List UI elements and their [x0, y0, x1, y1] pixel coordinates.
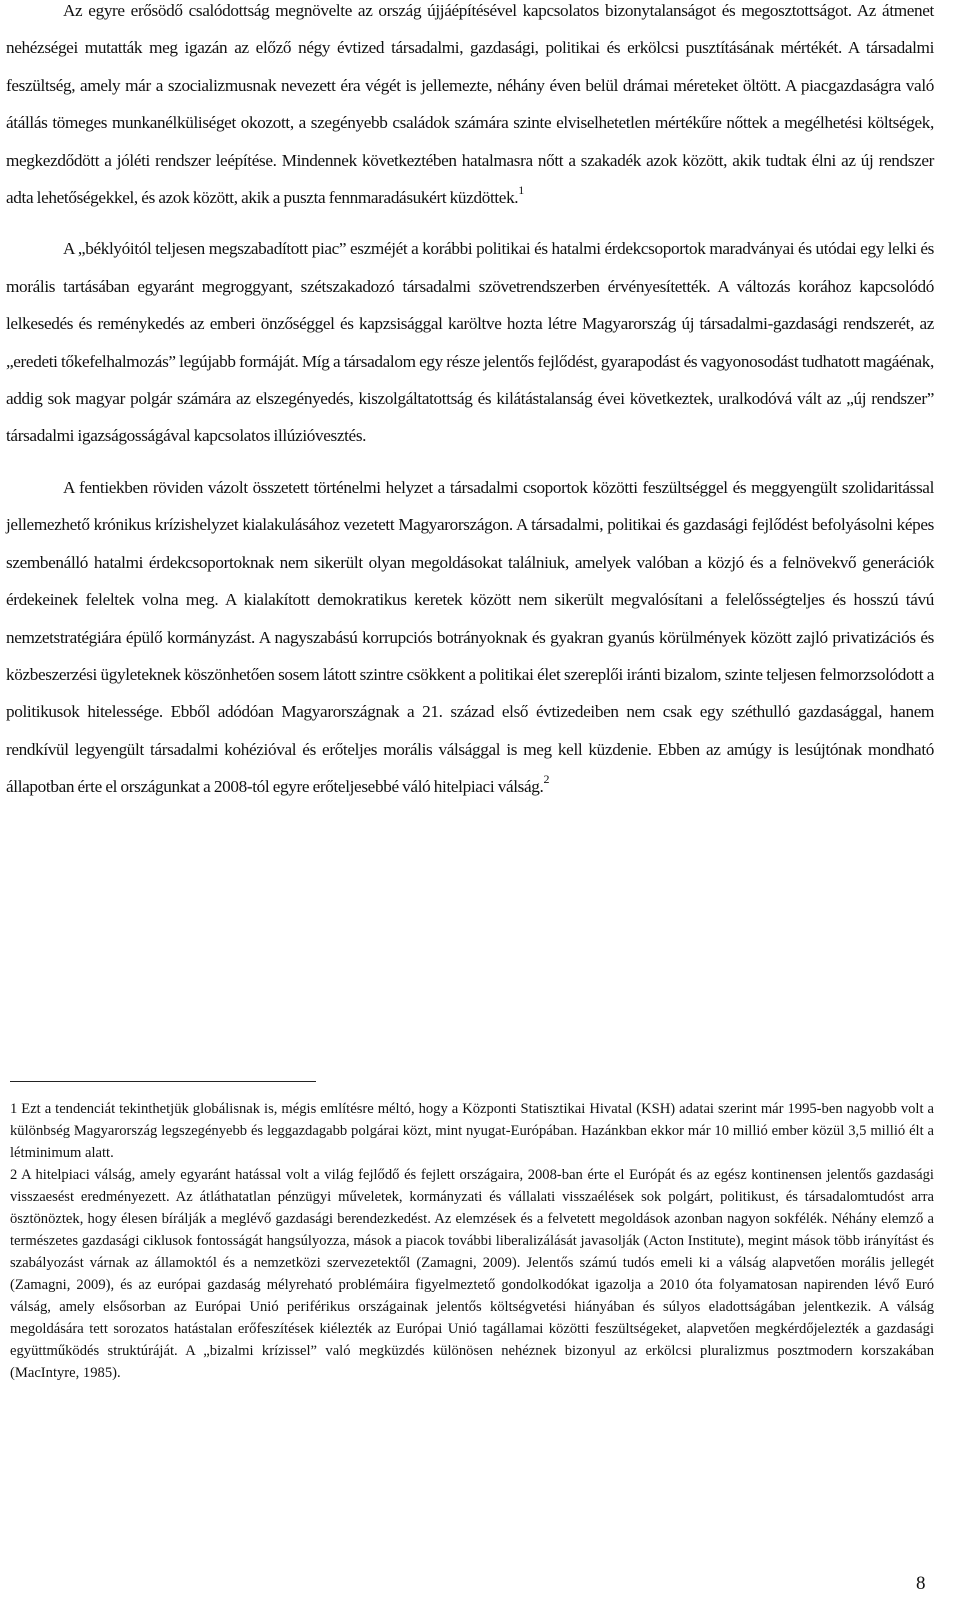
- paragraph-3: [6, 469, 934, 806]
- footnotes: [10, 1098, 934, 1384]
- paragraph-3-text: A fentiekben röviden vázolt összetett történelmi helyzet a társadalmi csoportok közötti feszültséggel és meggyengült szolidaritással jellemezhető krónikus krízishelyzet kialakulásához vezetett Magyarországon. A társadalmi, politikai és gazdasági fejlődést befolyásolni képes szembenálló hatalmi érdekcsoportoknak nem sikerült olyan megoldásokat találniuk, amelyek valóban a közjó és a felnövekvő generációk érdekeinek feleltek volna meg. A kialakított demokratikus keretek között nem sikerült megvalósítani a felelősségteljes és hosszú távú nemzetstratégiára épülő kormányzást. A nagyszabású korrupciós botrányoknak és gyakran gyanús körülmények között zajló privatizációs és közbeszerzési ügyleteknek köszönhetően sosem látott szintre csökkent a politikai élet szereplői iránti bizalom, szinte teljesen felmorzsolódott a politikusok hitelessége. Ebből adódóan Magyarországnak a 21. század első évtizedeiben nem csak egy széthulló gazdasággal, hanem rendkívül legyengült társadalmi kohézióval és erőteljes morális válsággal is meg kell küzdenie. Ebben az amúgy is lesújtónak mondható állapotban érte el országunkat a 2008-tól egyre erőteljesebbé váló hitelpiaci válság.: [6, 477, 934, 797]
- footnote-1: 1 Ezt a tendenciát tekinthetjük globálisnak is, mégis említésre méltó, hogy a Központi Statisztikai Hivatal (KSH) adatai szerint már 1995-ben nagyobb volt a különbség Magyarország legszegényebb és leggazdagabb polgárai közt, mint nyugat-Európában. Hazánkban ekkor már 10 millió ember közül 3,5 millió élt a létminimum alatt.: [10, 1101, 934, 1161]
- footnote-separator: [10, 1081, 316, 1082]
- paragraph-1-text: Az egyre erősödő csalódottság megnövelte az ország újjáépítésével kapcsolatos bizonytalanságot és megosztottságot. Az átmenet nehézségei mutatták meg igazán az előző négy évtized társadalmi, gazdasági, politikai és erkölcsi pusztításának mértékét. A társadalmi feszültség, amely már a szocializmusnak nevezett éra végét is jellemezte, néhány éven belül drámai méreteket öltött. A piacgazdaságra való átállás tömeges munkanélküliséget okozott, a szegényebb családok számára szinte elviselhetetlen mértékűre nőttek a megélhetési költségek, megkezdődött a jóléti rendszer leépítése. Mindennek következtében hatalmasra nőtt a szakadék azok között, akik tudtak élni az új rendszer adta lehetőségekkel, és azok között, akik a puszta fennmaradásukért küzdöttek.: [6, 1, 934, 208]
- footnote-ref-1[interactable]: 1: [518, 183, 525, 198]
- paragraph-2-text: A „béklyóitól teljesen megszabadított piac” eszméjét a korábbi politikai és hatalmi érdekcsoportok maradványai és utódai egy lelki és morális tartásában egyaránt megroggyant, szétszakadozó társadalmi szövetrendszerben érvényesítették. A változás korához kapcsolódó lelkesedés és reménykedés az emberi önzőséggel és kapzsisággal karöltve hozta létre Magyarország új társadalmi-gazdasági rendszerét, az „eredeti tőkefelhalmozás” legújabb formáját. Míg a társadalom egy része jelentős fejlődést, gyarapodást és vagyonosodást tudhatott magáénak, addig sok magyar polgár számára az elszegényedés, kiszolgáltatottság és kilátástalanság évei következtek, uralkodóvá vált az „új rendszer” társadalmi igazságosságával kapcsolatos illúzióvesztés.: [6, 239, 934, 446]
- footnote-ref-2[interactable]: 2: [543, 772, 550, 787]
- footnote-2: 2 A hitelpiaci válság, amely egyaránt hatással volt a világ fejlődő és fejlett országaira, 2008-ban érte el Európát és az egész kontinensen jelentős gazdasági visszaesést eredményezett. Az átláthatatlan pénzügyi műveletek, kormányzati és vállalati visszaélések sok polgárt, politikust, és társadalomtudóst arra ösztönöztek, hogy élesen bírálják a meglévő gazdasági berendezkedést. Az elemzések és a felvetett megoldások azonban nagyon sokfélék. Néhány elemző a természetes gazdasági ciklusok fontosságát hangsúlyozza, mások a piacok további liberalizálását javasolják (Acton Institute), megint mások több irányítást és szabályozást várnak az államoktól és a nemzetközi szervezetektől (Zamagni, 2009). Jelentős számú tudós emeli ki a válság alapvetően morális jellegét (Zamagni, 2009), és az európai gazdaság mélyreható problémáira figyelmeztető gondolkodókat igazolja a 2010 óta folyamatosan napirenden lévő Euró válság, amely elsősorban az Európai Unió periférikus országainak jelentős költségvetési hiányában és súlyos eladottságában jelentkezik. A válság megoldására tett sorozatos hatástalan erőfeszítések kiélezték az Európai Unió tagállamai közötti feszültségeket, alapvetően megkérdőjelezték a gazdasági együttműködés struktúráját. A „bizalmi krízissel” való megküzdés különösen nehéznek bizonyul az erkölcsi pluralizmus posztmodern korszakában (MacIntyre, 1985).: [10, 1167, 934, 1381]
- paragraph-2: [6, 230, 934, 454]
- body-text: [6, 0, 934, 806]
- page-number: 8: [916, 1573, 926, 1594]
- paragraph-1: [6, 0, 934, 216]
